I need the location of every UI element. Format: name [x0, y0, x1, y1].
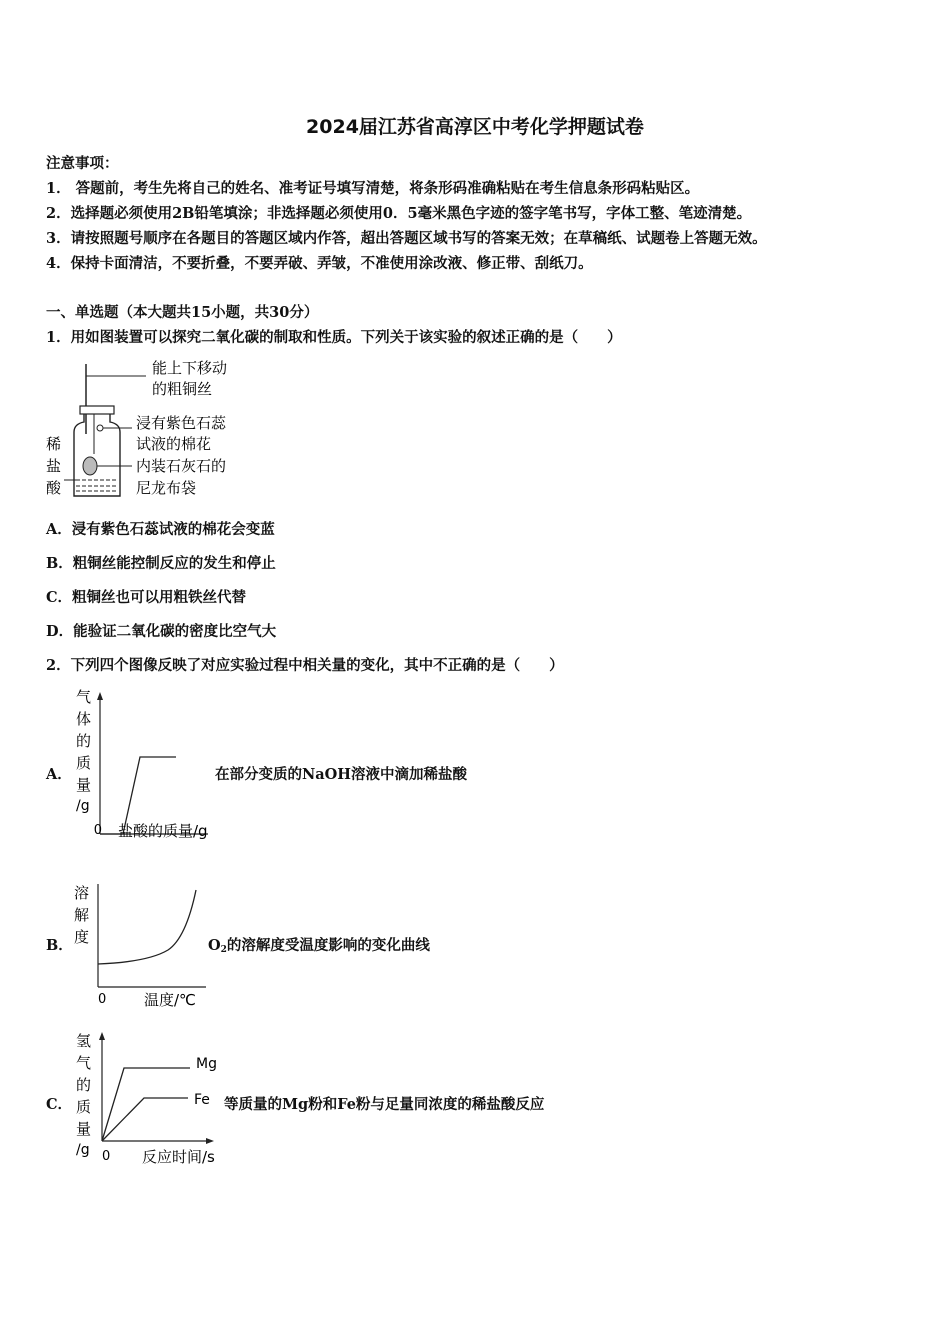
q1-option-c: C．粗铜丝也可以用粗铁丝代替	[46, 589, 247, 606]
graph-b	[68, 872, 208, 1012]
graph-c-y-label: 的	[76, 1076, 92, 1094]
cotton	[97, 425, 103, 431]
graph-a-x-label: 盐酸的质量/g	[118, 822, 208, 840]
graph-b-x-label: 温度/℃	[144, 991, 196, 1009]
question-1-stem: 1．用如图装置可以探究二氧化碳的制取和性质。下列关于该实验的叙述正确的是（ ）	[46, 329, 622, 346]
q1-option-a: A．浸有紫色石蕊试液的棉花会变蓝	[46, 521, 275, 538]
notice-item: 1． 答题前，考生先将自己的姓名、准考证号填写清楚，将条形码准确粘贴在考生信息条形码粘贴区。	[46, 180, 700, 197]
q2-option-a-text: 在部分变质的NaOH溶液中滴加稀盐酸	[215, 766, 467, 783]
q1-option-d: D．能验证二氧化碳的密度比空气大	[46, 623, 277, 640]
graph-b-y-label: 度	[74, 928, 90, 946]
graph-a-y-label: 量	[76, 776, 92, 794]
graph-b-origin: 0	[98, 992, 107, 1007]
question-2-stem: 2．下列四个图像反映了对应实验过程中相关量的变化，其中不正确的是（ ）	[46, 657, 564, 674]
section-heading: 一、单选题（本大题共15小题，共30分）	[46, 304, 319, 321]
label-acid-2: 盐	[46, 457, 62, 475]
graph-b-curve	[98, 890, 196, 964]
q2-option-b-letter: B．	[46, 937, 73, 954]
graph-a-origin: 0	[93, 823, 102, 838]
graph-c-series-mg	[102, 1068, 190, 1141]
page-title: 2024届江苏省高淳区中考化学押题试卷	[306, 116, 644, 138]
q2-option-c-letter: C．	[46, 1096, 73, 1113]
label-bag-1: 内装石灰石的	[136, 457, 227, 475]
q2-option-b-text	[208, 934, 430, 955]
notice-item: 4．保持卡面清洁，不要折叠，不要弄破、弄皱，不准使用涂改液、修正带、刮纸刀。	[46, 255, 593, 272]
graph-c-y-label: 量	[76, 1120, 92, 1138]
label-wire-1: 能上下移动	[152, 359, 228, 377]
label-acid-1: 稀	[46, 435, 62, 453]
graph-a-y-label: 气	[76, 688, 92, 706]
q1-option-b: B．粗铜丝能控制反应的发生和停止	[46, 555, 276, 572]
graph-c-label-fe: Fe	[194, 1092, 210, 1108]
graph-a	[68, 684, 220, 844]
graph-c-series-fe	[102, 1098, 188, 1141]
graph-b-y-label: 溶	[74, 884, 90, 902]
graph-c-y-label: 氢	[76, 1032, 92, 1050]
q2-option-c-text: 等质量的Mg粉和Fe粉与足量同浓度的稀盐酸反应	[224, 1096, 545, 1113]
apparatus-figure	[44, 354, 249, 504]
graph-a-y-label: 体	[76, 710, 92, 728]
notice-item: 3．请按照题号顺序在各题目的答题区域内作答，超出答题区域书写的答案无效；在草稿纸、试题卷上答题无效。	[46, 230, 767, 247]
graph-c-y-label: 质	[76, 1098, 92, 1116]
graph-b-y-label: 解	[74, 906, 90, 924]
notice-item: 2．选择题必须使用2B铅笔填涂；非选择题必须使用0．5毫米黑色字迹的签字笔书写，字体工整、笔迹清楚。	[46, 205, 752, 222]
graph-a-y-label: 质	[76, 754, 92, 772]
q2-option-b-desc: 的溶解度受温度影响的变化曲线	[226, 937, 430, 954]
graph-a-y-label: 的	[76, 732, 92, 750]
notice-heading: 注意事项：	[46, 155, 119, 172]
graph-c-y-label: /g	[76, 1142, 90, 1158]
graph-a-y-label: /g	[76, 798, 90, 814]
graph-c-y-label: 气	[76, 1054, 92, 1072]
label-cotton-1: 浸有紫色石蕊	[136, 414, 227, 432]
graph-c-label-mg: Mg	[196, 1056, 217, 1072]
q2-option-b-formula: O	[208, 937, 221, 954]
graph-c-origin: 0	[102, 1149, 111, 1164]
graph-c	[68, 1028, 228, 1173]
q2-option-b-subscript: 2	[220, 945, 227, 955]
label-cotton-2: 试液的棉花	[136, 435, 212, 453]
stopper	[80, 406, 114, 414]
nylon-bag	[83, 457, 97, 475]
q2-option-a-letter: A．	[46, 766, 72, 783]
graph-c-x-label: 反应时间/s	[142, 1148, 215, 1166]
label-bag-2: 尼龙布袋	[136, 479, 197, 497]
label-acid-3: 酸	[46, 479, 62, 497]
label-wire-2: 的粗铜丝	[152, 380, 213, 398]
